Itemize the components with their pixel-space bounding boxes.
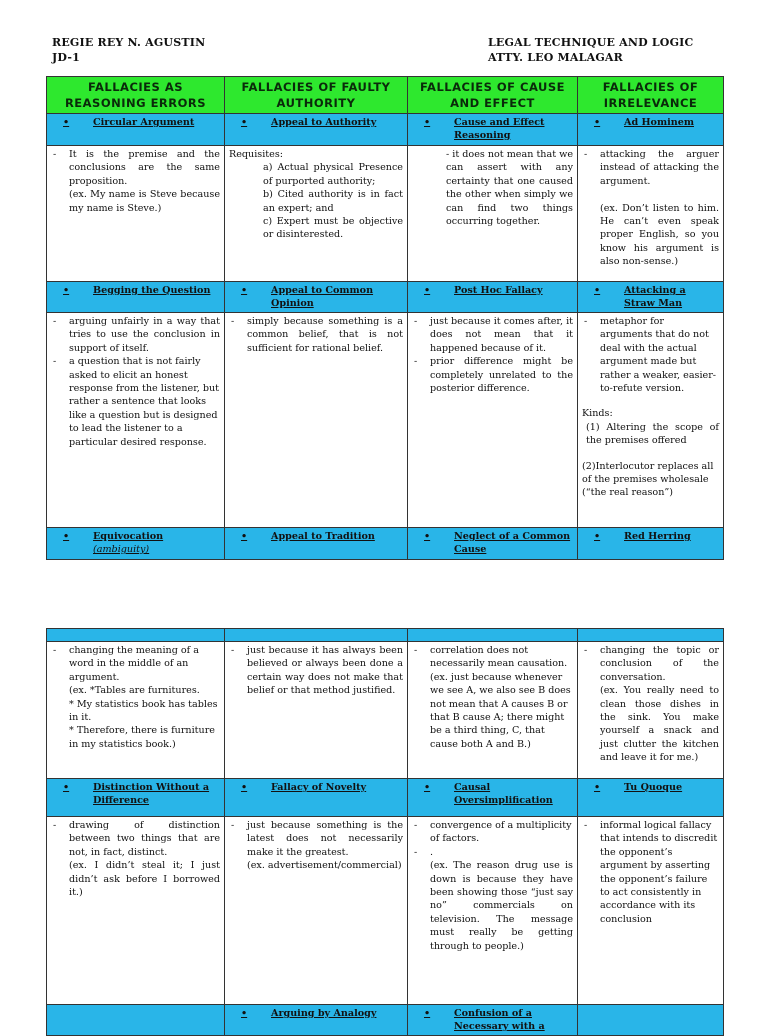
description-text: - a question that is not fairly asked to elicit an honest response from the listener, but rather a sentence that looks like a question but is designed to lead the listener to a particular desired response. <box>51 355 220 449</box>
fallacy-title: • Appeal to Tradition <box>241 531 375 542</box>
student-name: REGIE REY N. AGUSTIN <box>52 36 206 49</box>
fallacy-title: • Appeal to Authority <box>241 117 377 128</box>
description-text: - just because it comes after, it does not mean that it happened because of it. <box>412 315 573 355</box>
description-text: - informal logical fallacy that intends to discredit the opponent’s argument by asserting the opponent’s failure to act consistently in accordance with its conclusion <box>582 819 719 926</box>
table-header-row <box>47 77 724 114</box>
fallacy-title-row <box>47 114 724 146</box>
description-text: - changing the meaning of a word in the middle of an argument. (ex. *Tables are furnitures. * My statistics book has tables in it. * Therefore, there is furniture in my statistics book.) <box>51 644 220 751</box>
fallacy-title: • Fallacy of Novelty <box>241 782 367 793</box>
fallacy-title: • Tu Quoque <box>594 782 683 793</box>
fallacy-title: • Causal Oversimplification <box>424 782 553 806</box>
description-text: - simply because something is a common belief, that is not sufficient for rational belief. <box>229 315 403 355</box>
column-header: FALLACIES OF FAULTY AUTHORITY <box>225 77 408 114</box>
description-text: - arguing unfairly in a way that tries to use the conclusion in support of itself. <box>51 315 220 355</box>
kind-item: (1) Altering the scope of the premises offered <box>586 421 719 447</box>
description-text: - . (ex. The reason drug use is down is because they have been showing those “just say no” commercials on television. The message must really be getting through to people.) <box>412 846 573 953</box>
fallacy-title: • Circular Argument <box>63 117 195 128</box>
requisite-item: c) Expert must be objective or disinterested. <box>263 216 403 241</box>
description-text: - just because something is the latest does not necessarily make it the greatest. (ex. advertisement/commercial) <box>229 819 403 873</box>
description-text: - just because it has always been believed or always been done a certain way does not make that belief or that method justified. <box>229 644 403 698</box>
fallacy-title-row <box>47 779 724 817</box>
continued-title-row <box>47 629 724 642</box>
kind-item: (2)Interlocutor replaces all of the premises wholesale (“the real reason”) <box>582 460 714 499</box>
fallacy-title: • Attacking a Straw Man <box>594 285 686 309</box>
description-text: - correlation does not necessarily mean causation. (ex. just because whenever we see A, we also see B does not mean that A causes B or that B cause A; there might be a third thing, C, that cause both A and B.) <box>412 644 573 751</box>
student-class: JD-1 <box>52 51 80 64</box>
header-right <box>488 35 694 65</box>
requisite-item: b) Cited authority is in fact an expert; and <box>263 189 403 214</box>
fallacy-title-row <box>47 1005 724 1036</box>
fallacy-title-row <box>47 282 724 313</box>
fallacy-title: • Red Herring <box>594 531 691 542</box>
description-text: - convergence of a multiplicity of factors. <box>412 819 573 846</box>
fallacies-table-page1 <box>46 76 724 560</box>
fallacy-title: • Equivocation (ambiguity) <box>63 531 164 555</box>
column-header: FALLACIES OF IRRELEVANCE <box>578 77 724 114</box>
fallacies-table-page2 <box>46 628 724 1036</box>
fallacy-title-row <box>47 528 724 560</box>
fallacy-title-note: (ambiguity) <box>93 544 150 555</box>
description-text: - It is the premise and the conclusions are the same proposition. (ex. My name is Steve because my name is Steve.) <box>51 148 220 215</box>
description-text: - prior difference might be completely unrelated to the posterior difference. <box>412 355 573 395</box>
kinds-label: Kinds: <box>582 408 613 420</box>
fallacy-title: • Appeal to Common Opinion <box>241 285 374 309</box>
description-text: - changing the topic or conclusion of the conversation. (ex. You really need to clean those dishes in the sink. You make yourself a snack and just clutter the kitchen and leave it for me.) <box>582 644 719 765</box>
instructor-name: ATTY. LEO MALAGAR <box>488 51 623 64</box>
requisite-item: a) Actual physical Presence of purported authority; <box>263 162 403 187</box>
header-left <box>52 35 205 65</box>
requisites-label: Requisites: <box>229 149 283 160</box>
fallacy-description-row <box>47 817 724 1005</box>
description-text: - it does not mean that we can assert with any certainty that one caused the other when simply we can find two things occurring together. <box>446 149 573 228</box>
column-header: FALLACIES OF CAUSE AND EFFECT <box>408 77 578 114</box>
description-text: - attacking the arguer instead of attacking the argument. (ex. Don’t listen to him. He can’t even speak proper English, so you know his argument is also non-sense.) <box>582 148 719 269</box>
fallacy-title: • Post Hoc Fallacy <box>424 285 543 296</box>
fallacy-title: • Arguing by Analogy <box>241 1008 377 1019</box>
column-header: FALLACIES AS REASONING ERRORS <box>47 77 225 114</box>
fallacy-description-row <box>47 642 724 779</box>
description-text: - metaphor for arguments that do not deal with the actual argument made but rather a weaker, easier-to-refute version. <box>582 315 719 395</box>
fallacy-title: • Confusion of a Necessary with a <box>424 1008 545 1032</box>
fallacy-title: • Begging the Question <box>63 285 211 296</box>
fallacy-title: • Distinction Without a Difference <box>63 782 210 806</box>
fallacy-description-row <box>47 146 724 282</box>
fallacy-description-row <box>47 313 724 528</box>
description-text: - drawing of distinction between two things that are not, in fact, distinct. (ex. I didn’t steal it; I just didn’t ask before I borrowed it.) <box>51 819 220 899</box>
fallacy-title: • Neglect of a Common Cause <box>424 531 571 555</box>
fallacy-title: • Cause and Effect Reasoning <box>424 117 545 141</box>
fallacy-title: • Ad Hominem <box>594 117 694 128</box>
course-title: LEGAL TECHNIQUE AND LOGIC <box>488 36 694 49</box>
